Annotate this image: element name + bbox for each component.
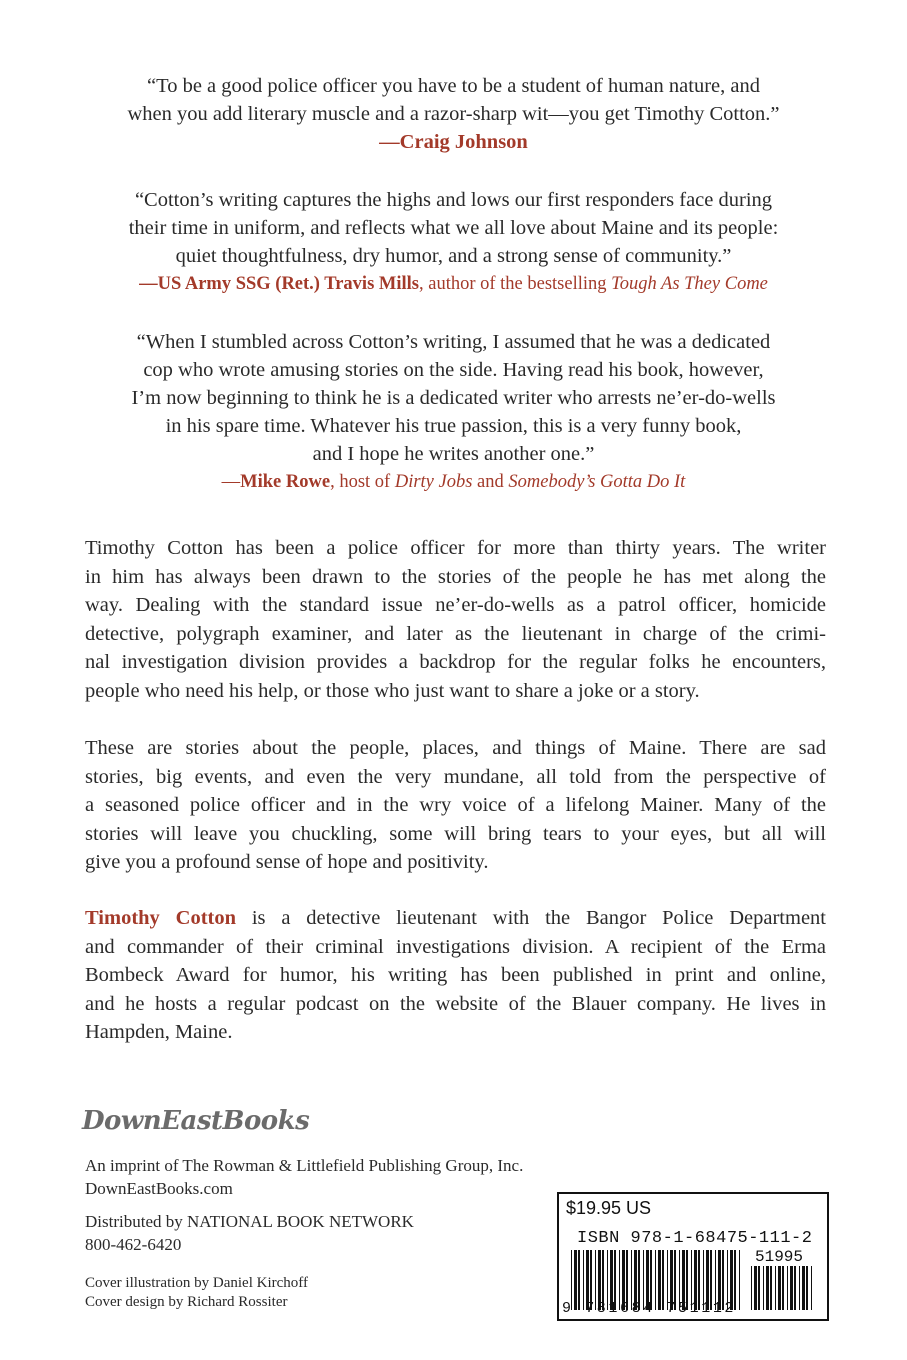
paragraph-line: nal investigation division provides a backdrop for the regular folks he encounters, [85,651,826,673]
barcode-bar [802,1266,805,1310]
attribution-show-title: Dirty Jobs [394,472,473,492]
blurb-attribution [60,270,847,298]
barcode-bar [794,1266,796,1310]
blurb-line: “To be a good police officer you have to be a student of human nature, and [147,75,760,97]
price-addon-barcode [751,1266,813,1310]
barcode-bar [766,1266,769,1310]
attribution-book-title: Tough As They Come [611,274,768,294]
barcode-bar [763,1266,764,1310]
barcode-bar [754,1266,757,1310]
price-code-label: 51995 [755,1248,804,1266]
blurb-line: in his spare time. Whatever his true passion, this is a very funny book, [165,415,742,437]
blurb-attribution: —Craig Johnson [379,131,528,153]
paragraph-line: Bombeck Award for humor, his writing has been published in print and online, [85,964,826,986]
paragraph-line: stories, big events, and even the very mundane, all told from the perspective of [85,765,826,788]
price-label: $19.95 US [566,1198,652,1218]
description-paragraph-2 [85,734,826,877]
author-name: Timothy Cotton [85,907,237,929]
barcode-bar [806,1266,808,1310]
paragraph-line: Timothy Cotton has been a police officer for more than thirty years. The writer [85,537,826,559]
distribution-info [85,1210,414,1256]
paragraph-line: people who need his help, or those who just want to share a joke or a story. [85,679,700,702]
ean-digits-label: 9 781684 751112 [562,1300,737,1317]
design-credit: Cover design by Richard Rossiter [85,1294,288,1310]
blurb-line: “When I stumbled across Cotton’s writing, I assumed that he was a dedicated [136,331,771,353]
paragraph-line: give you a profound sense of hope and positivity. [85,851,489,873]
publisher-imprint [85,1154,523,1200]
blurb-travis-mills [60,186,847,298]
barcode-bar [811,1266,812,1310]
attribution-text: , host of [330,472,395,492]
description-paragraph-1 [85,534,826,705]
blurb-mike-rowe [60,328,847,496]
isbn-label: ISBN 978-1-68475-111-2 [577,1229,813,1248]
paragraph-line: and commander of their criminal investigations division. A recipient of the Erma [85,935,826,958]
blurb-line: cop who wrote amusing stories on the side. Having read his book, however, [143,359,764,381]
paragraph-line: in him has always been drawn to the stories of the people he has met along the [85,565,826,588]
blurb-craig-johnson [60,72,847,156]
barcode-bar [782,1266,784,1310]
bio-text: is a detective lieutenant with the Bangor Police Department [236,907,826,929]
blurb-line: their time in uniform, and reflects what we all love about Maine and its people: [128,217,779,239]
paragraph-line: and he hosts a regular podcast on the website of the Blauer company. He lives in [85,992,826,1015]
blurb-attribution [60,468,847,496]
barcode-bar [799,1266,800,1310]
attribution-name: —US Army SSG (Ret.) Travis Mills [139,274,419,294]
blurb-line: quiet thoughtfulness, dry humor, and a strong sense of community.” [175,245,732,267]
barcode-bar [770,1266,772,1310]
blurb-line: and I hope he writes another one.” [312,443,595,465]
imprint-line: An imprint of The Rowman & Littlefield Publishing Group, Inc. [85,1156,524,1175]
paragraph-line: detective, polygraph examiner, and later as the lieutenant in charge of the crimi- [85,622,826,645]
attribution-text: , author of the bestselling [418,274,612,294]
paragraph-line: Hampden, Maine. [85,1021,233,1043]
blurb-line: when you add literary muscle and a razor-sharp wit—you get Timothy Cotton.” [127,103,780,125]
author-bio [85,904,826,1047]
distributor-line: Distributed by NATIONAL BOOK NETWORK [85,1212,414,1231]
barcode-bar [775,1266,776,1310]
illustration-credit: Cover illustration by Daniel Kirchoff [85,1275,309,1291]
paragraph-line [85,904,826,933]
barcode-bar [751,1266,752,1310]
blurb-line: I’m now beginning to think he is a dedicated writer who arrests ne’er-do-wells [131,387,776,409]
paragraph-line: way. Dealing with the standard issue ne’er-do-wells as a patrol officer, homicide [85,594,826,616]
attribution-prefix: — [221,472,241,492]
barcode-bar [790,1266,793,1310]
paragraph-line: These are stories about the people, places, and things of Maine. There are sad [85,737,826,759]
barcode-box [557,1192,829,1321]
barcode-bar [787,1266,788,1310]
barcode-bar [739,1250,740,1310]
barcode-bar [778,1266,781,1310]
paragraph-line: stories will leave you chuckling, some will bring tears to your eyes, but all will [85,822,826,845]
paragraph-line: a seasoned police officer and in the wry voice of a lifelong Mainer. Many of the [85,794,826,816]
cover-credits [85,1274,308,1312]
publisher-logo: DownEastBooks [82,1106,310,1136]
publisher-website: DownEastBooks.com [85,1179,233,1198]
distributor-phone: 800-462-6420 [85,1235,182,1254]
barcode-bar [758,1266,760,1310]
attribution-and: and [472,472,509,492]
blurb-line: “Cotton’s writing captures the highs and lows our first responders face during [134,189,773,211]
attribution-name: Mike Rowe [240,472,331,492]
attribution-show-title: Somebody’s Gotta Do It [508,472,686,492]
